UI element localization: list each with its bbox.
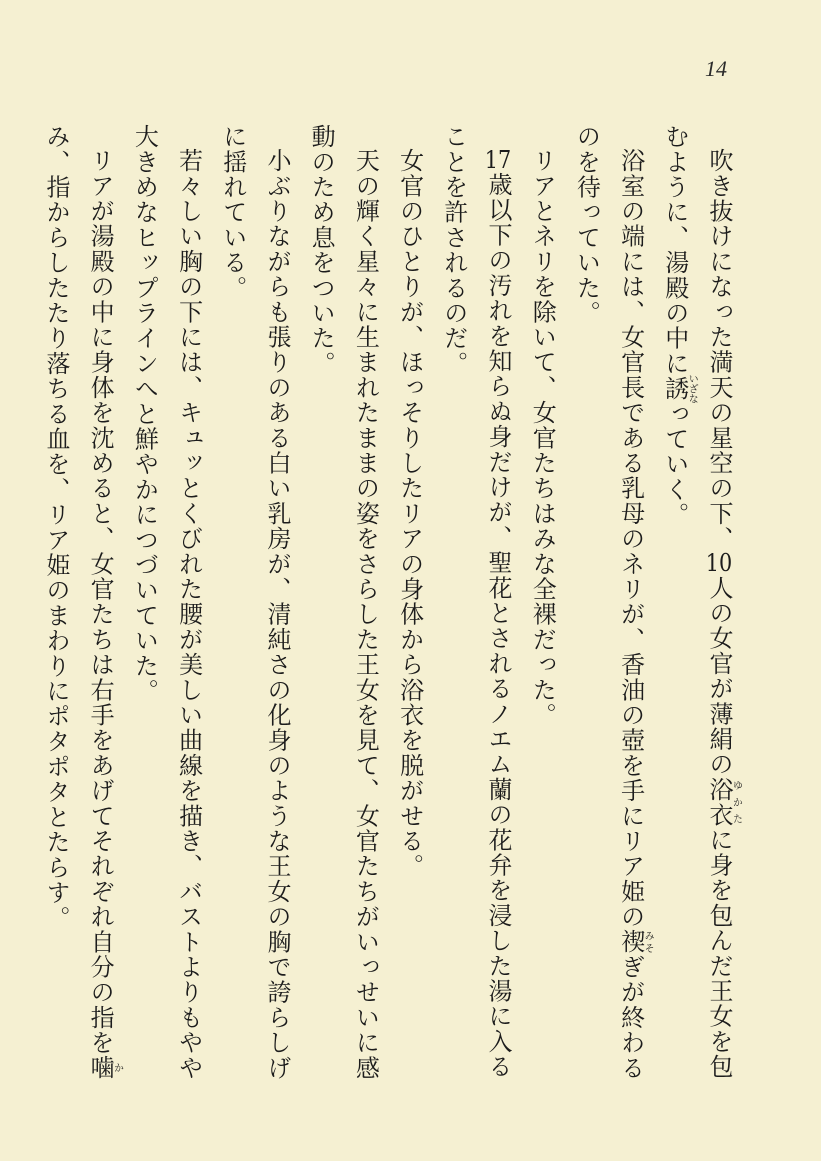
ruby-base: 浴衣 [705, 776, 733, 828]
text-run: 若々しい胸の下には、キュッとくびれた腰が美しい曲線を描き、バストよりもやや大きめなヒップラインへと鮮やかにつづいていた。 [130, 124, 203, 1081]
vertical-text-body [34, 124, 741, 1084]
ruby-reading: か [111, 1055, 123, 1081]
paragraph [564, 124, 652, 1084]
ruby-word [705, 776, 742, 828]
paragraph [122, 124, 210, 1084]
ruby-word [86, 1055, 123, 1081]
text-run: 浴室の端には、女官長である乳母のネリが、香油の壺を手にリア姫の [616, 148, 645, 930]
text-run: リアとネリを除いて、女官たちはみな全裸だった。 [528, 148, 557, 728]
paragraph [211, 124, 299, 1084]
ruby-reading: いざな [686, 373, 698, 404]
text-run: 人の女官が薄絹の [705, 575, 733, 777]
text-run: み、指からしたたり落ちる血を、リア姫のまわりにポタポタとたらす。 [41, 124, 70, 931]
text-run: っていく。 [660, 401, 689, 528]
ruby-base: 噛 [86, 1055, 115, 1081]
text-run: ぎが終わるのを待っていた。 [572, 124, 645, 1081]
paragraph [520, 124, 564, 1084]
paragraph [299, 124, 387, 1084]
text-run: 天の輝く星々に生まれたままの姿をさらした王女を見て、女官たちがいっせいに感動のため息をついた。 [307, 124, 380, 1081]
text-run: 歳以下の汚れを知らぬ身だけが、聖花とされるノエム蘭の花弁を浸した湯に入ることを許されるのだ。 [439, 124, 512, 1080]
ruby-reading: みそ [642, 929, 654, 955]
upright-number: 17 [484, 148, 512, 172]
paragraph [653, 124, 741, 1084]
text-run: 小ぶりながらも張りのある白い乳房が、清純さの化身のような王女の胸で誇らしげに揺れている。 [218, 124, 291, 1081]
upright-number: 10 [705, 551, 733, 576]
text-run: に身を包んだ王女を包むように、湯殿の中に [660, 124, 733, 1080]
page-number: 14 [705, 56, 727, 81]
ruby-base: 禊 [616, 929, 645, 955]
ruby-word [660, 373, 698, 404]
text-run: 女官のひとりが、ほっそりしたリアの身体から浴衣を脱がせる。 [395, 148, 424, 879]
text-run: 吹き抜けになった満天の星空の下、 [705, 148, 733, 552]
paragraph [34, 124, 122, 1084]
text-run: リアが湯殿の中に身体を沈めると、女官たちは右手をあげてそれぞれ自分の指を [86, 148, 115, 1056]
paragraph [432, 124, 520, 1084]
paragraph [387, 124, 431, 1084]
ruby-reading: ゆかた [730, 776, 742, 828]
ruby-base: 誘 [660, 373, 689, 404]
ruby-word [616, 929, 654, 955]
